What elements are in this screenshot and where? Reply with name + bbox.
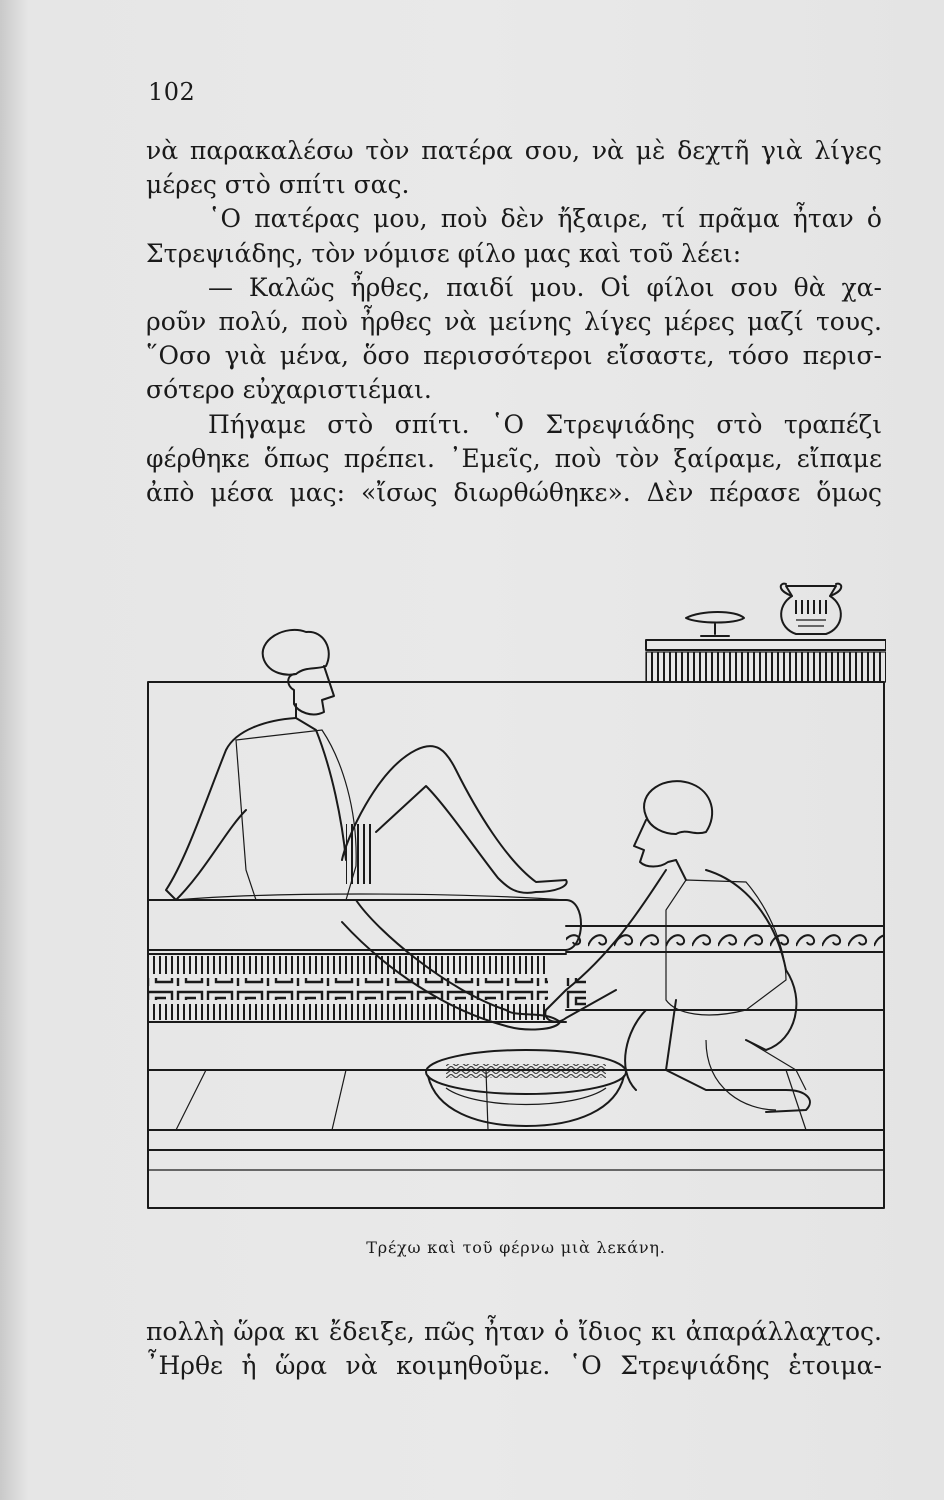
text-line: ῞Οσο γιὰ μένα, ὅσο περισσότεροι εἴσαστε, τόσο περισ-	[146, 341, 882, 371]
bottom-paragraph	[146, 1315, 882, 1383]
text-line: φέρθηκε ὅπως πρέπει. ᾿Εμεῖς, ποὺ τὸν ξαίραμε, εἴπαμε	[146, 443, 882, 473]
wash-basin	[426, 1050, 626, 1126]
text-line: ῏Ηρθε ἡ ὥρα νὰ κοιμηθοῦμε. ῾Ο Στρεψιάδης ἑτοιμα-	[146, 1351, 882, 1381]
floor	[148, 1070, 884, 1170]
oil-lamp-icon	[686, 612, 744, 636]
text-line: μέρες στὸ σπίτι σας.	[146, 170, 410, 200]
text-line: ροῦν πολύ, ποὺ ἦρθες νὰ μείνης λίγες μέρες μαζί τους.	[146, 307, 882, 337]
text-line: νὰ παρακαλέσω τὸν πατέρα σου, νὰ μὲ δεχτῆ γιὰ λίγες	[146, 136, 882, 165]
illustration-foot-washing	[146, 570, 886, 1210]
text-line: Πήγαμε στὸ σπίτι. ῾Ο Στρεψιάδης στὸ τραπέζι	[208, 409, 882, 439]
text-line: Στρεψιάδης, τὸν νόμισε φίλο μας καὶ τοῦ λέει:	[146, 238, 742, 268]
text-line: ῾Ο πατέρας μου, ποὺ δὲν ἤξαιρε, τί πρᾶμα ἦταν ὁ	[208, 204, 882, 234]
top-paragraph	[146, 134, 882, 510]
shelf	[646, 640, 886, 682]
amphora-icon	[781, 584, 842, 634]
page-number: 102	[148, 78, 196, 106]
text-line: σότερο εὐχαριστιέμαι.	[146, 375, 432, 405]
text-line: ἀπὸ μέσα μας: «ἴσως διωρθώθηκε». Δὲν πέρασε ὅμως	[146, 478, 882, 508]
text-line: — Καλῶς ἦρθες, παιδί μου. Οἱ φίλοι σου θὰ χα-	[208, 272, 882, 302]
text-line: πολλὴ ὥρα κι ἔδειξε, πῶς ἦταν ὁ ἴδιος κι ἀπαράλλαχτος.	[146, 1317, 882, 1346]
wall-decoration	[566, 926, 884, 1010]
illustration-caption: Τρέχω καὶ τοῦ φέρνω μιὰ λεκάνη.	[366, 1238, 666, 1257]
